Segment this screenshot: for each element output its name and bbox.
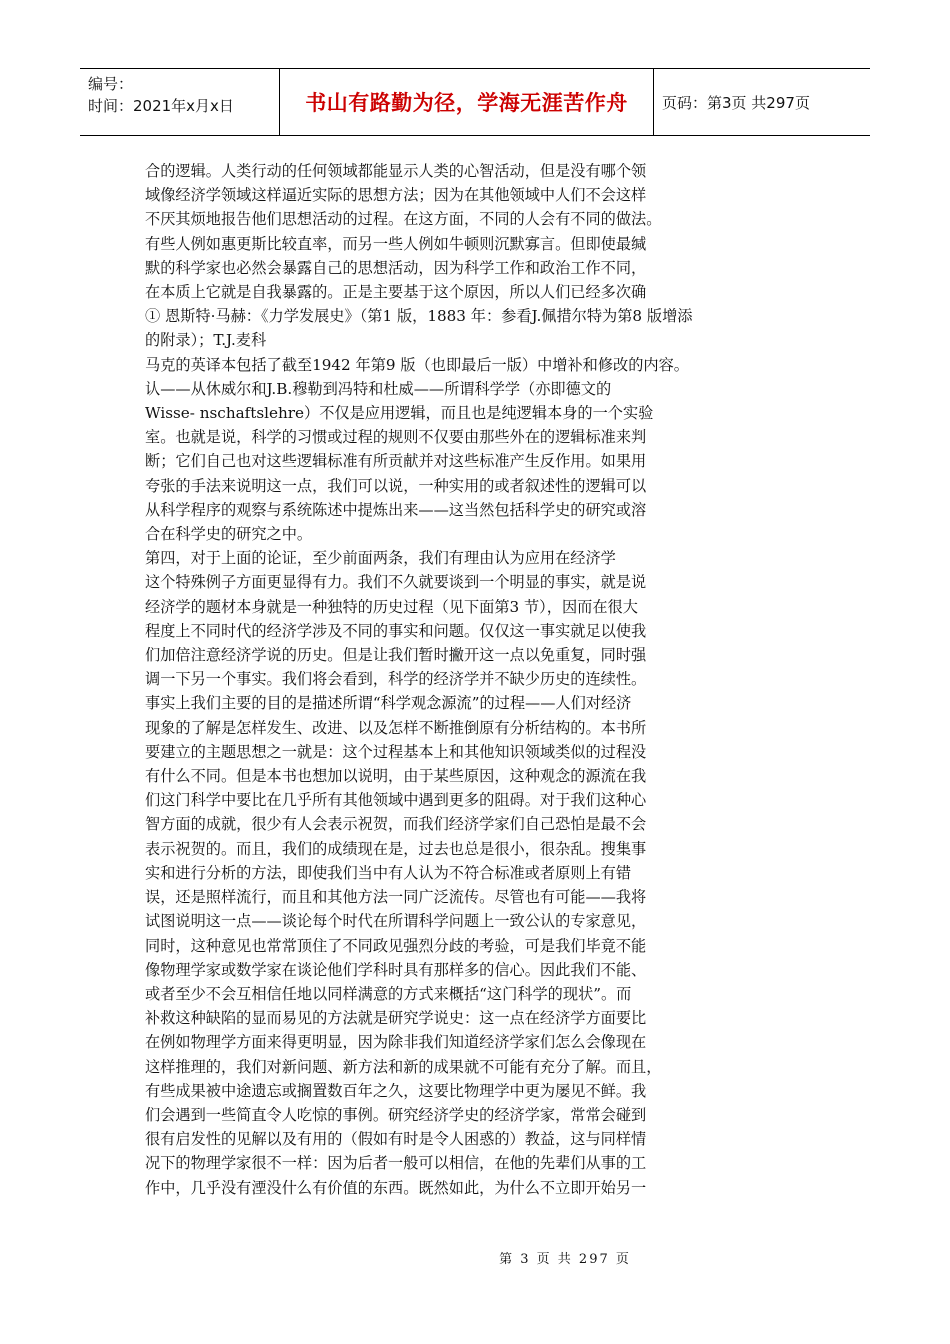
body-line: 现象的了解是怎样发生、改进、以及怎样不断推倒原有分析结构的。本书所 bbox=[145, 718, 647, 737]
body-line: 这个特殊例子方面更显得有力。我们不久就要谈到一个明显的事实，就是说 bbox=[145, 573, 647, 592]
body-line: 补救这种缺陷的显而易见的方法就是研究学说史：这一点在经济学方面要比 bbox=[145, 1009, 647, 1028]
body-line: 这样推理的，我们对新问题、新方法和新的成果就不可能有充分了解。而且， bbox=[145, 1057, 662, 1076]
body-line: 要建立的主题思想之一就是：这个过程基本上和其他知识领域类似的过程没 bbox=[145, 742, 647, 761]
body-line: 或者至少不会互相信任地以同样满意的方式来概括“这门科学的现状”。而 bbox=[145, 984, 632, 1003]
body-line: 实和进行分析的方法，即使我们当中有人认为不符合标准或者原则上有错 bbox=[145, 863, 631, 882]
body-line: 断；它们自己也对这些逻辑标准有所贡献并对这些标准产生反作用。如果用 bbox=[145, 452, 647, 471]
body-line: 在例如物理学方面来得更明显，因为除非我们知道经济学家们怎么会像现在 bbox=[145, 1033, 647, 1052]
body-line: 表示祝贺的。而且，我们的成绩现在是，过去也总是很小，很杂乱。搜集事 bbox=[145, 839, 647, 858]
body-line: 们会遇到一些简直令人吃惊的事例。研究经济学史的经济学家，常常会碰到 bbox=[145, 1105, 647, 1124]
body-line: 的附录）；T.J.麦科 bbox=[145, 331, 267, 350]
header-motto-cell bbox=[280, 69, 654, 135]
body-line: 不厌其烦地报告他们思想活动的过程。在这方面，不同的人会有不同的做法。 bbox=[145, 210, 662, 229]
body-line: 试图说明这一点——谈论每个时代在所谓科学问题上一致公认的专家意见， bbox=[145, 912, 647, 931]
body-line: Wisse- nschaftslehre）不仅是应用逻辑，而且也是纯逻辑本身的一个实验 bbox=[145, 404, 654, 423]
body-line: 们这门科学中要比在几乎所有其他领域中遇到更多的阻碍。对于我们这种心 bbox=[145, 791, 647, 810]
body-line: 室。也就是说，科学的习惯或过程的规则不仅要由那些外在的逻辑标准来判 bbox=[145, 428, 647, 447]
body-line: 像物理学家或数学家在谈论他们学科时具有那样多的信心。因此我们不能、 bbox=[145, 960, 647, 979]
body-line: 程度上不同时代的经济学涉及不同的事实和问题。仅仅这一事实就足以使我 bbox=[145, 621, 647, 640]
body-line: 合的逻辑。人类行动的任何领域都能显示人类的心智活动，但是没有哪个领 bbox=[145, 162, 647, 180]
body-line: 有些成果被中途遗忘或搁置数百年之久，这要比物理学中更为屡见不鲜。我 bbox=[145, 1081, 647, 1100]
body-line: 调一下另一个事实。我们将会看到，科学的经济学并不缺少历史的连续性。 bbox=[145, 670, 647, 689]
body-line: 认——从休威尔和J.B.穆勒到冯特和杜威——所谓科学学（亦即德文的 bbox=[145, 379, 612, 398]
body-line: 域像经济学领域这样逼近实际的思想方法；因为在其他领域中人们不会这样 bbox=[145, 186, 647, 205]
body-line: 有什么不同。但是本书也想加以说明，由于某些原因，这种观念的源流在我 bbox=[145, 767, 647, 786]
body-line: 夸张的手法来说明这一点，我们可以说，一种实用的或者叙述性的逻辑可以 bbox=[145, 476, 647, 495]
document-date: 时间：2021年x月x日 bbox=[88, 97, 234, 115]
page-header bbox=[80, 68, 870, 136]
body-line: 事实上我们主要的目的是描述所谓“科学观念源流”的过程——人们对经济 bbox=[145, 694, 632, 713]
header-motto: 书山有路勤为径，学海无涯苦作舟 bbox=[305, 91, 628, 115]
body-line: 第四，对于上面的论证，至少前面两条，我们有理由认为应用在经济学 bbox=[145, 549, 616, 568]
body-line: 马克的英译本包括了截至1942 年第9 版（也即最后一版）中增补和修改的内容。 bbox=[145, 355, 689, 374]
document-body bbox=[145, 159, 770, 1200]
body-line: 作中，几乎没有湮没什么有价值的东西。既然如此，为什么不立即开始另一 bbox=[145, 1178, 647, 1197]
page-footer: 第 3 页 共 297 页 bbox=[499, 1252, 631, 1267]
body-line: 误，还是照样流行，而且和其他方法一同广泛流传。尽管也有可能——我将 bbox=[145, 888, 647, 907]
body-line: 智方面的成就，很少有人会表示祝贺，而我们经济学家们自己恐怕是最不会 bbox=[145, 815, 647, 834]
body-line: 有些人例如惠更斯比较直率，而另一些人例如牛顿则沉默寡言。但即使最缄 bbox=[145, 234, 647, 253]
body-line: 们加倍注意经济学说的历史。但是让我们暂时撇开这一点以免重复，同时强 bbox=[145, 646, 647, 665]
header-meta bbox=[80, 69, 280, 135]
body-line: 况下的物理学家很不一样：因为后者一般可以相信，在他的先辈们从事的工 bbox=[145, 1154, 647, 1173]
body-line: 合在科学史的研究之中。 bbox=[145, 525, 313, 544]
body-line: 在本质上它就是自我暴露的。正是主要基于这个原因，所以人们已经多次确 bbox=[145, 283, 647, 302]
document-number: 编号： bbox=[88, 75, 134, 93]
body-line: 经济学的题材本身就是一种独特的历史过程（见下面第3 节），因而在很大 bbox=[145, 597, 638, 616]
body-line: 很有启发性的见解以及有用的（假如有时是令人困惑的）教益，这与同样情 bbox=[145, 1130, 647, 1149]
body-line: ① 恩斯特·马赫：《力学发展史》（第1 版，1883 年：参看J.佩措尔特为第8 版增添 bbox=[145, 307, 693, 326]
header-page-number: 页码：第3页 共297页 bbox=[662, 93, 810, 112]
body-line: 从科学程序的观察与系统陈述中提炼出来——这当然包括科学史的研究或溶 bbox=[145, 500, 647, 519]
body-line: 默的科学家也必然会暴露自己的思想活动，因为科学工作和政治工作不同， bbox=[145, 258, 647, 277]
header-page-cell bbox=[654, 69, 870, 135]
body-line: 同时，这种意见也常常顶住了不同政见强烈分歧的考验，可是我们毕竟不能 bbox=[145, 936, 647, 955]
